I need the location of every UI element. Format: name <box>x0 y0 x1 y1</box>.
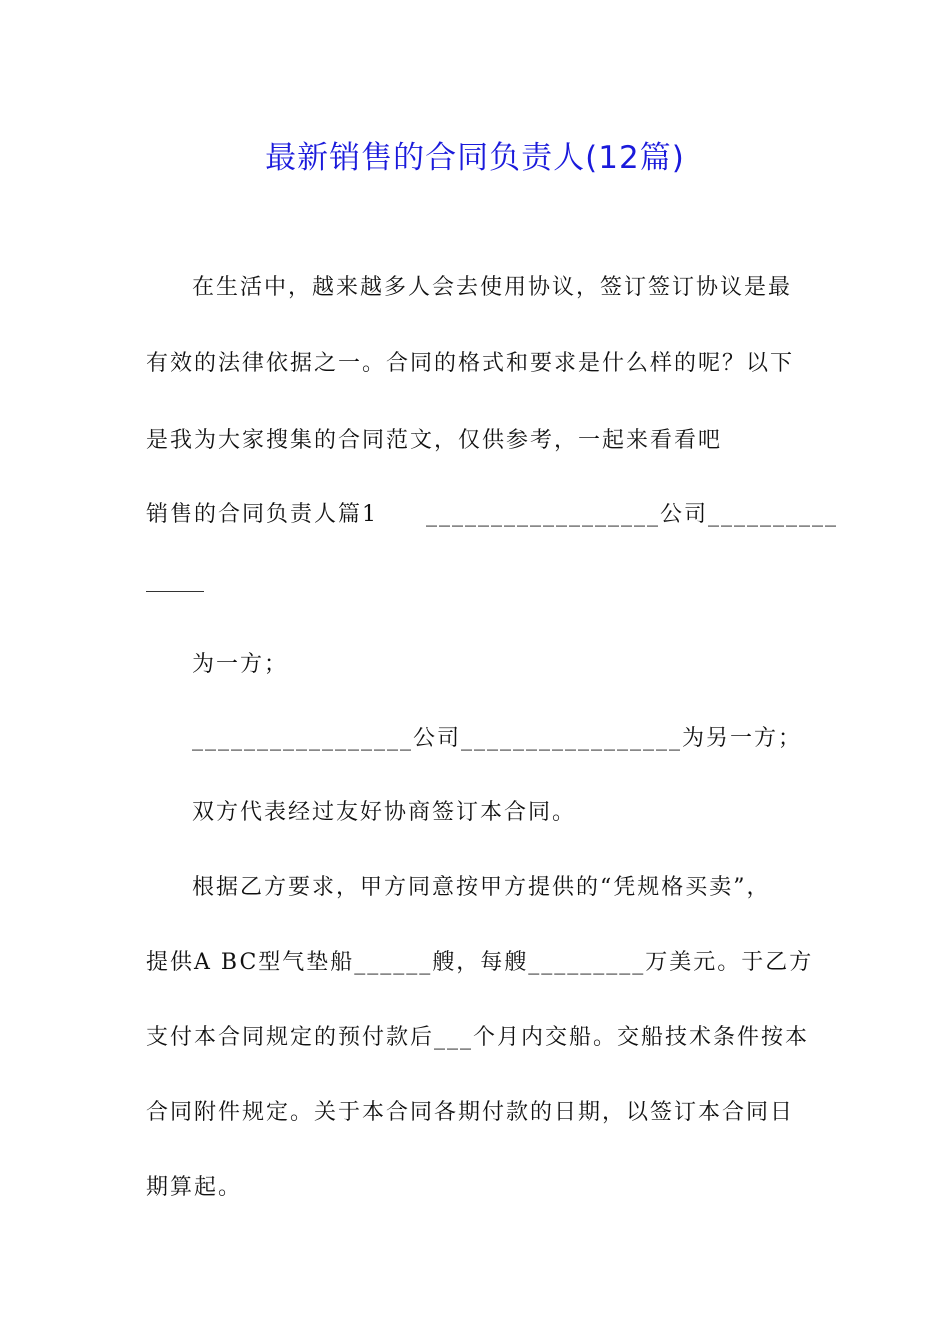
paragraph-line: 在生活中，越来越多人会去使用协议，签订签订协议是最 <box>192 275 793 300</box>
paragraph-line: 双方代表经过友好协商签订本合同。 <box>192 800 577 825</box>
paragraph-line: 为一方； <box>192 652 289 677</box>
document-title: 最新销售的合同负责人(12篇) <box>265 140 685 176</box>
paragraph-line: 有效的法律依据之一。合同的格式和要求是什么样的呢？以下 <box>146 351 795 376</box>
paragraph-line: _________________公司_________________为另一方； <box>192 726 803 751</box>
paragraph-line: 是我为大家搜集的合同范文，仅供参考，一起来看看吧 <box>146 428 723 453</box>
paragraph-line: 支付本合同规定的预付款后___个月内交船。交船技术条件按本 <box>146 1025 810 1050</box>
paragraph-line: 提供A BC型气垫船______艘，每艘_________万美元。于乙方 <box>146 950 814 975</box>
paragraph-line: 期算起。 <box>146 1175 243 1200</box>
blank-underline <box>146 591 204 592</box>
section-heading-line: 销售的合同负责人篇1 __________________公司__________ <box>146 502 838 527</box>
paragraph-line: 合同附件规定。关于本合同各期付款的日期，以签订本合同日 <box>146 1100 795 1125</box>
paragraph-line: 根据乙方要求，甲方同意按甲方提供的“凭规格买卖”， <box>192 875 771 900</box>
